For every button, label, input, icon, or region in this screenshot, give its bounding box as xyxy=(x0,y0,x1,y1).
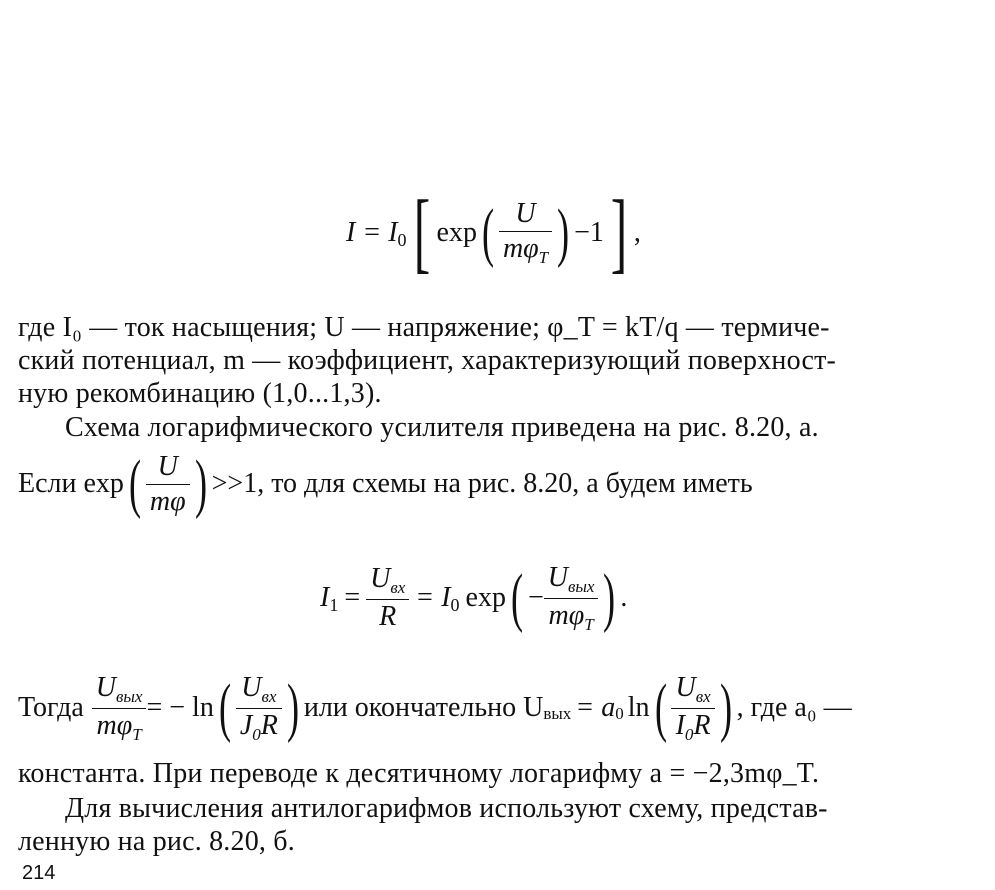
fraction-num: U xyxy=(499,199,552,232)
exp-label: exp xyxy=(465,582,506,613)
paragraph-1-line-1: где I₀ — ток насыщения; U — напряжение; φ_T = kT/q — термиче- xyxy=(18,312,830,343)
left-bracket: [ xyxy=(413,183,430,282)
fraction-output: $\frac{U_{вых}}{m\varphi_T}$ xyxy=(92,673,147,744)
exp-label: exp xyxy=(436,217,477,248)
paragraph-2-line-2 xyxy=(18,448,753,520)
right-paren: ) xyxy=(557,196,570,269)
left-paren: ( xyxy=(481,196,495,269)
paragraph-1-line-2: ский потенциал, m — коэффициент, характеризующий поверхност- xyxy=(18,345,837,376)
page-number: 214 xyxy=(22,862,56,884)
fraction-input: $\frac{U_{вх}}{R}$ xyxy=(366,564,409,632)
fraction-output: $\frac{U_{вых}}{m\varphi_T}$ xyxy=(544,563,599,634)
condition-text: >>1, то для схемы на рис. 8.20, а будем иметь xyxy=(211,468,753,499)
formula-lhs-sub: 0 xyxy=(397,229,407,250)
paragraph-4-line-2: ленную на рис. 8.20, б. xyxy=(18,826,295,857)
formula-input-current: I 1 = $\frac{U_{вх}}{R}$ = I 0 exp ( − $\frac{U_{вых}}{m\varphi_T}$ ) . xyxy=(320,561,628,634)
left-paren: ( xyxy=(128,447,141,520)
formula-end: , xyxy=(633,217,641,248)
fraction-ln1: $\frac{U_{вх}}{J_0R}$ xyxy=(236,673,282,744)
paragraph-3-line-1: Тогда $\frac{U_{вых}}{m\varphi_T}$ = − ln ( $\frac{U_{вх}}{J_0R}$ ) или окончательно U вых = a 0 ln ( $\frac{U_{вх}}{I_0R}$ ) , где a₀ — xyxy=(18,671,852,744)
fraction-den: mφ xyxy=(149,485,186,517)
paragraph-3-line-2: константа. При переводе к десятичному логарифму a = −2,3mφ_T. xyxy=(18,758,820,789)
formula-diode-current xyxy=(346,183,641,282)
fraction-den: $m\varphi_T$ xyxy=(502,233,549,267)
formula-lhs: I xyxy=(320,582,330,613)
if-exp-text: Если exp xyxy=(18,468,124,499)
fraction xyxy=(146,452,190,517)
paragraph-2-line-1: Схема логарифмического усилителя приведена на рис. 8.20, а. xyxy=(65,412,819,443)
right-bracket: ] xyxy=(610,183,628,282)
paragraph-4-line-1: Для вычисления антилогарифмов используют схему, представ- xyxy=(65,793,828,824)
minus-one: −1 xyxy=(574,217,604,248)
fraction xyxy=(499,199,552,267)
fraction-ln2: $\frac{U_{вх}}{I_0R}$ xyxy=(671,673,714,744)
right-paren: ) xyxy=(194,447,207,520)
paragraph-1-line-3: ную рекомбинацию (1,0...1,3). xyxy=(18,378,382,409)
fraction-num: U xyxy=(146,452,190,485)
formula-lhs: I = I xyxy=(346,217,398,248)
